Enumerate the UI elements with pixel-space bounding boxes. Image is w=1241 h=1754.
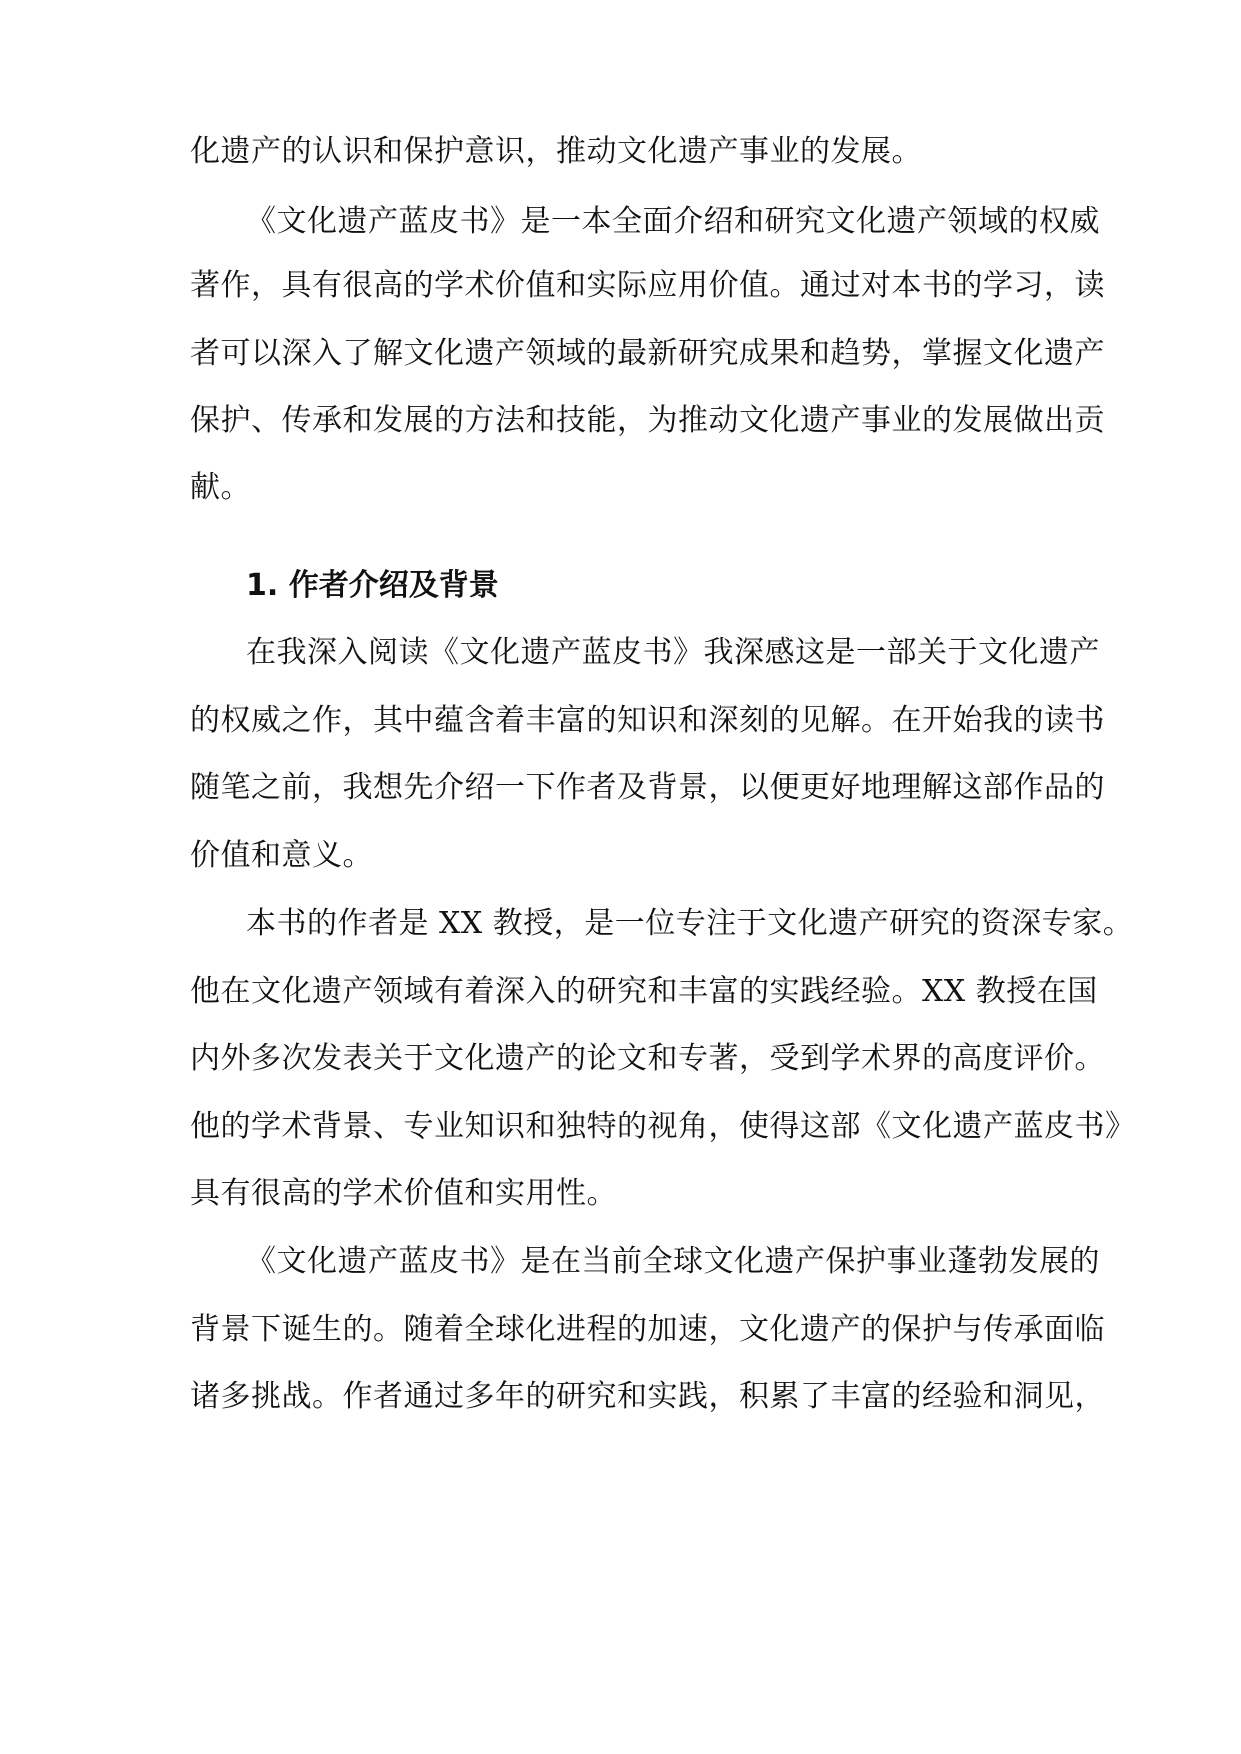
text-line: 他在文化遗产领域有着深入的研究和丰富的实践经验。XX 教授在国 [190, 974, 1098, 1009]
text-line: 诸多挑战。作者通过多年的研究和实践，积累了丰富的经验和洞见， [190, 1379, 1105, 1414]
text-line: 价值和意义。 [190, 838, 373, 873]
text-line: 背景下诞生的。随着全球化进程的加速，文化遗产的保护与传承面临 [190, 1312, 1105, 1347]
text-line: 献。 [190, 470, 251, 505]
text-line: 的权威之作，其中蕴含着丰富的知识和深刻的见解。在开始我的读书 [190, 703, 1105, 738]
section-heading: 1. 作者介绍及背景 [246, 568, 499, 603]
text-line: 化遗产的认识和保护意识，推动文化遗产事业的发展。 [190, 134, 922, 169]
paragraph-line: 《文化遗产蓝皮书》是一本全面介绍和研究文化遗产领域的权威 [246, 204, 1100, 239]
text-line: 随笔之前，我想先介绍一下作者及背景，以便更好地理解这部作品的 [190, 770, 1105, 805]
text-line: 著作，具有很高的学术价值和实际应用价值。通过对本书的学习，读 [190, 268, 1105, 303]
text-line: 保护、传承和发展的方法和技能，为推动文化遗产事业的发展做出贡 [190, 403, 1105, 438]
paragraph-line: 在我深入阅读《文化遗产蓝皮书》我深感这是一部关于文化遗产 [246, 635, 1100, 670]
text-line: 者可以深入了解文化遗产领域的最新研究成果和趋势，掌握文化遗产 [190, 336, 1105, 371]
text-line: 内外多次发表关于文化遗产的论文和专著，受到学术界的高度评价。 [190, 1041, 1105, 1076]
paragraph-line: 本书的作者是 XX 教授，是一位专注于文化遗产研究的资深专家。 [246, 906, 1134, 941]
text-line: 具有很高的学术价值和实用性。 [190, 1176, 617, 1211]
paragraph-line: 《文化遗产蓝皮书》是在当前全球文化遗产保护事业蓬勃发展的 [246, 1244, 1100, 1279]
text-line: 他的学术背景、专业知识和独特的视角，使得这部《文化遗产蓝皮书》 [190, 1109, 1136, 1144]
